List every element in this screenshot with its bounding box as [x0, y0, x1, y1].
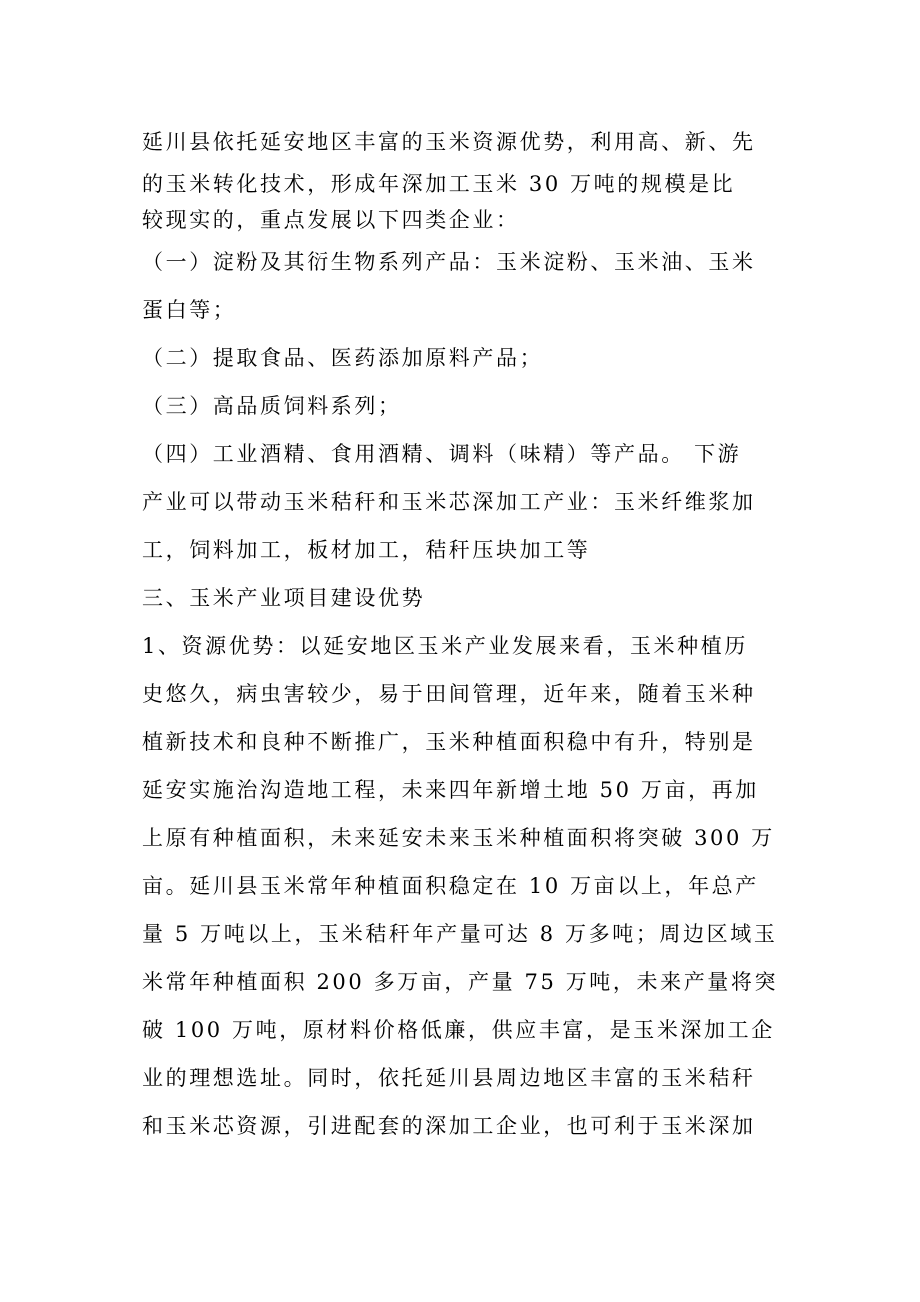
text-line: 量 5 万吨以上，玉米秸秆年产量可达 8 万多吨；周边区域玉 [142, 922, 778, 946]
text-line: 延川县依托延安地区丰富的玉米资源优势，利用高、新、先 [142, 130, 756, 154]
text-line: 亩。延川县玉米常年种植面积稳定在 10 万亩以上，年总产 [142, 874, 759, 898]
text-line: 的玉米转化技术，形成年深加工玉米 30 万吨的规模是比 [142, 172, 736, 196]
text-line: 工，饲料加工，板材加工，秸秆压块加工等 [142, 538, 591, 562]
text-line: 破 100 万吨，原材料价格低廉，供应丰富，是玉米深加工企 [142, 1018, 775, 1042]
text-line: 1、资源优势：以延安地区玉米产业发展来看，玉米种植历 [142, 634, 748, 658]
text-line: （一）淀粉及其衍生物系列产品：玉米淀粉、玉米油、玉米 [142, 250, 756, 274]
text-line: 史悠久，病虫害较少，易于田间管理，近年来，随着玉米种 [142, 682, 756, 706]
text-line: 业的理想选址。同时，依托延川县周边地区丰富的玉米秸秆 [142, 1066, 756, 1090]
text-line: 米常年种植面积 200 多万亩，产量 75 万吨，未来产量将突 [142, 970, 779, 994]
text-line: 产业可以带动玉米秸秆和玉米芯深加工产业：玉米纤维浆加 [142, 490, 756, 514]
text-line: 蛋白等； [142, 298, 237, 322]
text-line: 植新技术和良种不断推广，玉米种植面积稳中有升，特别是 [142, 730, 756, 754]
section-heading: 三、玉米产业项目建设优势 [142, 586, 426, 610]
text-line: （二）提取食品、医药添加原料产品； [142, 346, 544, 370]
text-line: 延安实施治沟造地工程，未来四年新增土地 50 万亩，再加 [142, 778, 759, 802]
text-line: 和玉米芯资源，引进配套的深加工企业，也可利于玉米深加 [142, 1114, 756, 1138]
text-line: 上原有种植面积，未来延安未来玉米种植面积将突破 300 万 [142, 826, 775, 850]
text-line: （三）高品质饲料系列； [142, 394, 402, 418]
text-line: 较现实的，重点发展以下四类企业： [142, 208, 520, 232]
text-line: （四）工业酒精、食用酒精、调料（味精）等产品。 下游 [142, 442, 742, 466]
document-body [142, 118, 802, 1150]
